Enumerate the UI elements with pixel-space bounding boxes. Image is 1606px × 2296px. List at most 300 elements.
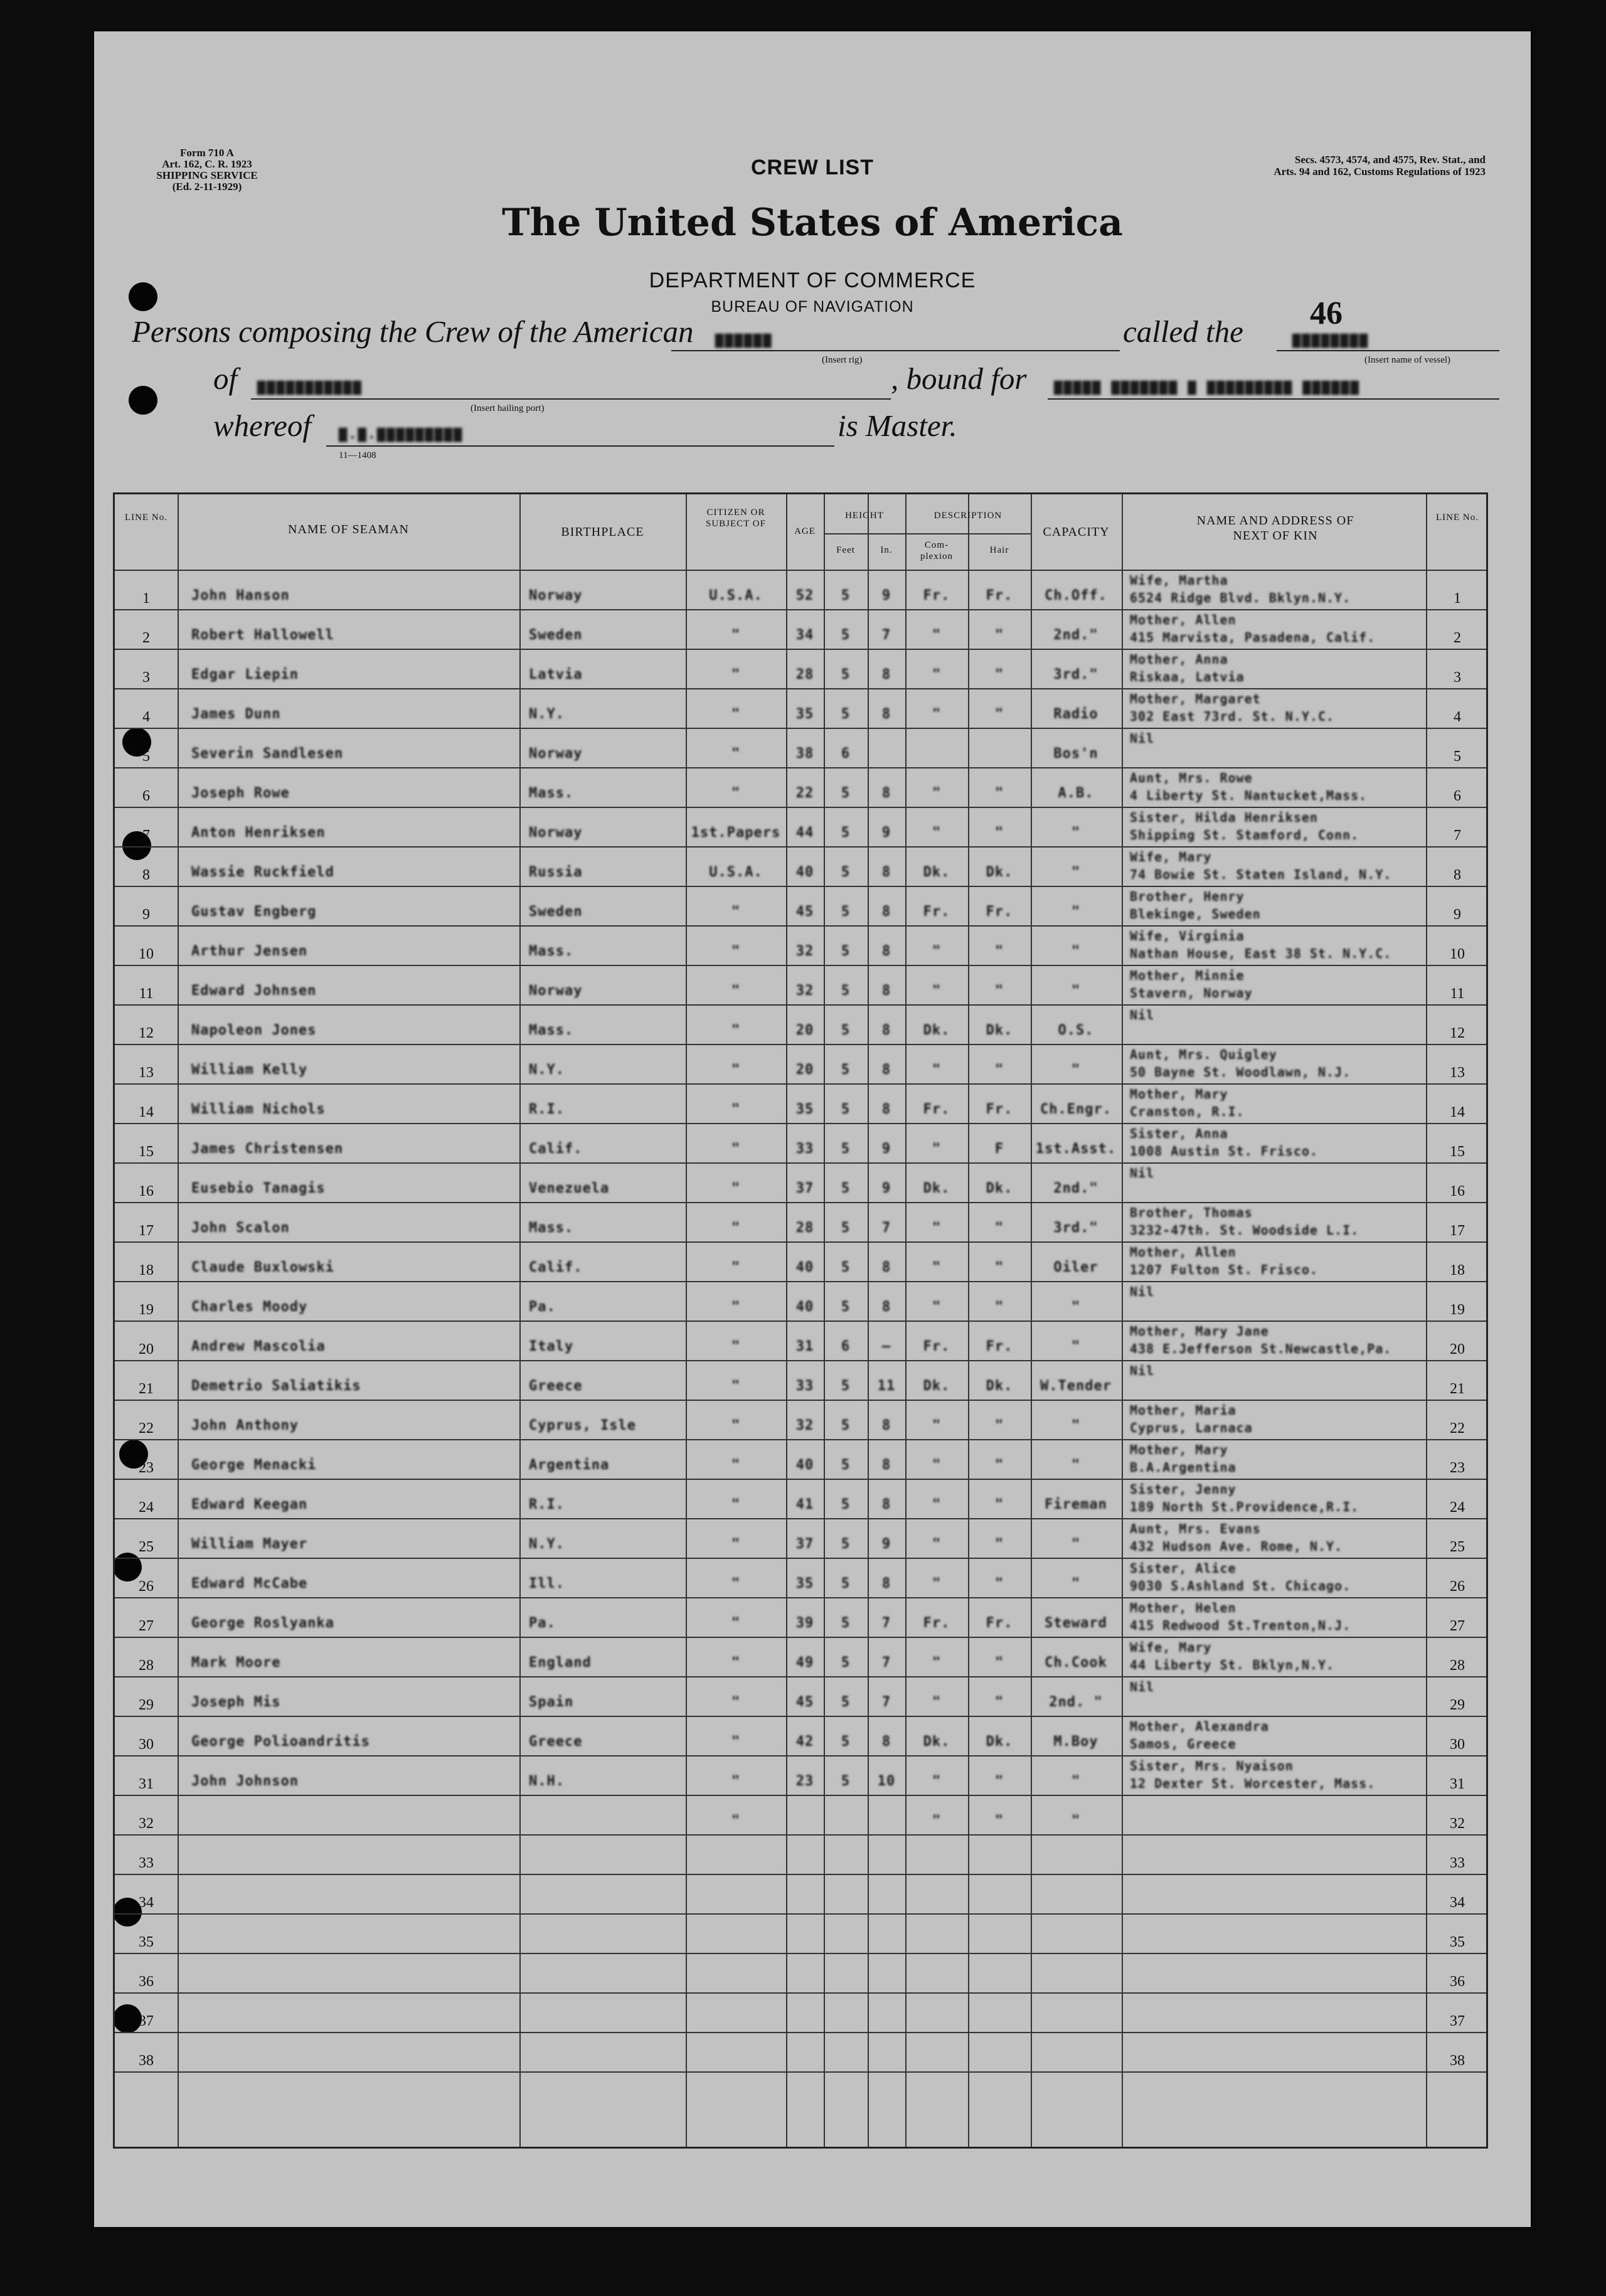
row-rule xyxy=(115,1953,1486,1954)
cell-age: 20 xyxy=(795,1023,814,1038)
row-rule xyxy=(115,1241,1486,1243)
cell-name: John Anthony xyxy=(191,1418,299,1433)
port-fill-line xyxy=(251,398,891,400)
header-name-of-seaman: NAME OF SEAMAN xyxy=(288,523,409,536)
page-number: 46 xyxy=(1310,295,1343,331)
cell-inches: 11 xyxy=(877,1378,896,1394)
cell-kin-name: Mother, Maria xyxy=(1130,1403,1236,1418)
cell-name: James Christensen xyxy=(191,1141,344,1157)
line-number-right: 27 xyxy=(1450,1618,1465,1634)
cell-feet: 6 xyxy=(841,1339,851,1354)
cell-age: 39 xyxy=(795,1615,814,1631)
cell-feet: 5 xyxy=(841,904,851,920)
line-number: 26 xyxy=(139,1578,154,1595)
cell-complexion: " xyxy=(932,785,942,801)
cell-age: 28 xyxy=(795,1220,814,1236)
cell-age: 40 xyxy=(795,1457,814,1473)
line-number-right: 6 xyxy=(1454,788,1461,804)
cell-inches: 8 xyxy=(881,1734,891,1750)
cell-hair: Fr. xyxy=(986,588,1013,603)
row-rule xyxy=(115,1281,1486,1282)
cell-citizen: " xyxy=(731,1734,741,1750)
destination-redacted: ▇▇▇▇▇ ▇▇▇▇▇▇▇ ▇ ▇▇▇▇▇▇▇▇▇ ▇▇▇▇▇▇ xyxy=(1054,380,1360,395)
cell-kin-address: 438 E.Jefferson St.Newcastle,Pa. xyxy=(1130,1341,1392,1356)
of-label: of xyxy=(213,361,238,396)
cell-kin-name: Wife, Virginia xyxy=(1130,928,1245,943)
cell-hair: Dk. xyxy=(986,1181,1013,1196)
cell-age: 31 xyxy=(795,1339,814,1354)
cell-citizen: " xyxy=(731,1418,741,1433)
cell-capacity: " xyxy=(1071,983,1081,999)
line-number-right: 12 xyxy=(1450,1025,1465,1041)
cell-complexion: " xyxy=(932,1536,942,1552)
cell-kin-address: Samos, Greece xyxy=(1130,1736,1236,1751)
cell-name: Robert Hallowell xyxy=(191,627,334,643)
cell-inches: 9 xyxy=(881,825,891,841)
statute-line: Arts. 94 and 162, Customs Regulations of 1923 xyxy=(1274,166,1486,178)
line-number-right: 5 xyxy=(1454,748,1461,765)
line-number-right: 18 xyxy=(1450,1262,1465,1278)
cell-complexion: " xyxy=(932,1694,942,1710)
line-number: 8 xyxy=(142,867,150,883)
cell-citizen: " xyxy=(731,706,741,722)
cell-complexion: " xyxy=(932,1497,942,1512)
cell-birthplace: Russia xyxy=(529,864,583,880)
cell-kin-name: Sister, Alice xyxy=(1130,1561,1236,1576)
cell-citizen: " xyxy=(731,1813,741,1829)
cell-citizen: " xyxy=(731,1615,741,1631)
row-rule xyxy=(115,1676,1486,1677)
cell-name: Wassie Ruckfield xyxy=(191,864,334,880)
line-number-right: 16 xyxy=(1450,1183,1465,1199)
cell-birthplace: Sweden xyxy=(529,904,583,920)
cell-birthplace: Pa. xyxy=(529,1615,556,1631)
cell-hair: " xyxy=(994,627,1004,643)
row-rule xyxy=(115,1874,1486,1875)
line-number: 4 xyxy=(142,709,150,725)
department-heading: DEPARTMENT OF COMMERCE xyxy=(649,268,976,292)
cell-feet: 5 xyxy=(841,1773,851,1789)
header-feet: Feet xyxy=(836,545,855,555)
line-number: 24 xyxy=(139,1499,154,1516)
cell-kin-name: Nil xyxy=(1130,1007,1155,1023)
cell-complexion: Fr. xyxy=(923,1615,950,1631)
cell-birthplace: Spain xyxy=(529,1694,574,1710)
cell-age: 35 xyxy=(795,1576,814,1592)
form-id-line: (Ed. 2-11-1929) xyxy=(172,181,242,193)
cell-hair: Dk. xyxy=(986,1023,1013,1038)
cell-complexion: Fr. xyxy=(923,1339,950,1354)
row-rule xyxy=(115,1123,1486,1124)
crew-of-american-label: Persons composing the Crew of the American xyxy=(132,314,694,349)
crew-table xyxy=(113,492,1488,2149)
cell-inches: 8 xyxy=(881,706,891,722)
cell-kin-name: Sister, Hilda Henriksen xyxy=(1130,810,1318,825)
cell-birthplace: Norway xyxy=(529,825,583,841)
cell-feet: 5 xyxy=(841,1260,851,1275)
row-rule xyxy=(115,2032,1486,2033)
cell-kin-address: 3232-47th. St. Woodside L.I. xyxy=(1130,1223,1359,1238)
line-number-right: 15 xyxy=(1450,1144,1465,1160)
cell-complexion: Dk. xyxy=(923,864,950,880)
cell-hair: Fr. xyxy=(986,904,1013,920)
cell-hair: " xyxy=(994,1418,1004,1433)
cell-hair: " xyxy=(994,667,1004,683)
cell-inches: 7 xyxy=(881,1220,891,1236)
cell-capacity: 1st.Asst. xyxy=(1035,1141,1117,1157)
row-rule xyxy=(115,886,1486,887)
cell-capacity: " xyxy=(1071,1813,1081,1829)
cell-name: Arthur Jensen xyxy=(191,943,308,959)
cell-complexion: " xyxy=(932,1062,942,1078)
cell-capacity: Radio xyxy=(1053,706,1098,722)
cell-inches: 10 xyxy=(877,1773,896,1789)
cell-hair: Fr. xyxy=(986,1102,1013,1117)
cell-kin-address: B.A.Argentina xyxy=(1130,1460,1236,1475)
cell-kin-name: Aunt, Mrs. Quigley xyxy=(1130,1047,1277,1062)
line-number: 14 xyxy=(139,1104,154,1120)
row-rule xyxy=(115,1321,1486,1322)
cell-feet: 5 xyxy=(841,1536,851,1552)
header-capacity: CAPACITY xyxy=(1043,525,1110,539)
cell-inches: 9 xyxy=(881,588,891,603)
cell-birthplace: Venezuela xyxy=(529,1181,610,1196)
cell-age: 28 xyxy=(795,667,814,683)
cell-hair: " xyxy=(994,1220,1004,1236)
cell-citizen: " xyxy=(731,785,741,801)
line-number-right: 10 xyxy=(1450,946,1465,962)
row-rule xyxy=(115,846,1486,848)
cell-complexion: " xyxy=(932,1813,942,1829)
line-number-right: 20 xyxy=(1450,1341,1465,1358)
cell-citizen: 1st.Papers xyxy=(691,825,781,841)
cell-name: William Mayer xyxy=(191,1536,308,1552)
rig-hint: (Insert rig) xyxy=(822,355,863,365)
cell-hair: Dk. xyxy=(986,864,1013,880)
line-number: 31 xyxy=(139,1776,154,1792)
cell-kin-name: Sister, Anna xyxy=(1130,1126,1228,1141)
cell-kin-address: 4 Liberty St. Nantucket,Mass. xyxy=(1130,788,1368,803)
header-bottom-rule xyxy=(115,570,1486,571)
line-number: 15 xyxy=(139,1144,154,1160)
cell-birthplace: England xyxy=(529,1655,592,1671)
cell-citizen: " xyxy=(731,1576,741,1592)
cell-name: Severin Sandlesen xyxy=(191,746,344,762)
vessel-name-redacted: ▇▇▇▇▇▇▇▇ xyxy=(1292,332,1369,348)
cell-inches: 8 xyxy=(881,1299,891,1315)
line-number: 33 xyxy=(139,1855,154,1871)
line-number-right: 38 xyxy=(1450,2053,1465,2069)
cell-citizen: " xyxy=(731,1773,741,1789)
line-number: 12 xyxy=(139,1025,154,1041)
line-number: 1 xyxy=(142,590,150,607)
hailing-port-redacted: ▇▇▇▇▇▇▇▇▇▇▇ xyxy=(257,380,363,395)
cell-hair: " xyxy=(994,1299,1004,1315)
line-number: 6 xyxy=(142,788,150,804)
cell-citizen: " xyxy=(731,1181,741,1196)
cell-age: 23 xyxy=(795,1773,814,1789)
row-rule xyxy=(115,1913,1486,1915)
line-number: 27 xyxy=(139,1618,154,1634)
line-number: 34 xyxy=(139,1895,154,1911)
cell-hair: " xyxy=(994,943,1004,959)
cell-age: 32 xyxy=(795,943,814,959)
form-code: 11—1408 xyxy=(339,450,376,460)
cell-inches: 8 xyxy=(881,1062,891,1078)
line-number-right: 8 xyxy=(1454,867,1461,883)
cell-kin-address: Shipping St. Stamford, Conn. xyxy=(1130,827,1359,842)
line-number-right: 35 xyxy=(1450,1934,1465,1950)
line-number-right: 26 xyxy=(1450,1578,1465,1595)
cell-birthplace: Argentina xyxy=(529,1457,610,1473)
cell-name: Edward McCabe xyxy=(191,1576,308,1592)
line-number: 17 xyxy=(139,1223,154,1239)
cell-kin-address: Cyprus, Larnaca xyxy=(1130,1420,1253,1435)
cell-capacity: " xyxy=(1071,1536,1081,1552)
row-rule xyxy=(115,767,1486,768)
cell-feet: 5 xyxy=(841,1497,851,1512)
cell-feet: 5 xyxy=(841,825,851,841)
row-rule xyxy=(115,925,1486,927)
cell-citizen: " xyxy=(731,1260,741,1275)
cell-age: 37 xyxy=(795,1181,814,1196)
cell-capacity: Ch.Cook xyxy=(1045,1655,1107,1671)
cell-feet: 5 xyxy=(841,943,851,959)
cell-feet: 5 xyxy=(841,785,851,801)
cell-feet: 6 xyxy=(841,746,851,762)
group-header-rule xyxy=(824,533,1031,534)
row-rule xyxy=(115,1637,1486,1638)
page-title: CREW LIST xyxy=(751,156,874,179)
cell-hair: " xyxy=(994,1457,1004,1473)
cell-feet: 5 xyxy=(841,1655,851,1671)
line-number-right: 1 xyxy=(1454,590,1461,607)
header-inches: In. xyxy=(880,545,893,555)
cell-birthplace: R.I. xyxy=(529,1497,565,1512)
header-complexion: Com- plexion xyxy=(920,540,953,561)
cell-complexion: " xyxy=(932,1299,942,1315)
cell-capacity: Ch.Off. xyxy=(1045,588,1107,603)
cell-citizen: U.S.A. xyxy=(709,588,763,603)
cell-inches: 8 xyxy=(881,943,891,959)
cell-capacity: " xyxy=(1071,1418,1081,1433)
cell-birthplace: N.H. xyxy=(529,1773,565,1789)
cell-name: John Scalon xyxy=(191,1220,290,1236)
line-number-right: 32 xyxy=(1450,1815,1465,1832)
cell-capacity: W.Tender xyxy=(1040,1378,1112,1394)
cell-kin-name: Wife, Mary xyxy=(1130,849,1212,864)
cell-inches: 9 xyxy=(881,1141,891,1157)
cell-kin-name: Mother, Minnie xyxy=(1130,968,1245,983)
cell-citizen: " xyxy=(731,1339,741,1354)
cell-capacity: Ch.Engr. xyxy=(1040,1102,1112,1117)
cell-birthplace: R.I. xyxy=(529,1102,565,1117)
line-number: 7 xyxy=(142,827,150,844)
cell-birthplace: Greece xyxy=(529,1734,583,1750)
whereof-label: whereof xyxy=(213,408,312,443)
cell-age: 38 xyxy=(795,746,814,762)
cell-capacity: O.S. xyxy=(1058,1023,1094,1038)
cell-age: 35 xyxy=(795,706,814,722)
cell-kin-address: 12 Dexter St. Worcester, Mass. xyxy=(1130,1776,1376,1791)
cell-birthplace: Norway xyxy=(529,983,583,999)
line-number-right: 21 xyxy=(1450,1381,1465,1397)
cell-birthplace: Mass. xyxy=(529,1023,574,1038)
cell-capacity: " xyxy=(1071,825,1081,841)
cell-kin-address: Cranston, R.I. xyxy=(1130,1104,1245,1119)
cell-feet: 5 xyxy=(841,1615,851,1631)
cell-inches: 8 xyxy=(881,667,891,683)
cell-complexion: " xyxy=(932,667,942,683)
cell-birthplace: Cyprus, Isle xyxy=(529,1418,636,1433)
row-rule xyxy=(115,807,1486,808)
cell-inches: 8 xyxy=(881,864,891,880)
cell-kin-address: 6524 Ridge Blvd. Bklyn.N.Y. xyxy=(1130,590,1351,605)
line-number: 25 xyxy=(139,1539,154,1555)
cell-citizen: " xyxy=(731,983,741,999)
cell-capacity: M.Boy xyxy=(1053,1734,1098,1750)
cell-birthplace: Latvia xyxy=(529,667,583,683)
cell-kin-name: Mother, Anna xyxy=(1130,652,1228,667)
line-number: 21 xyxy=(139,1381,154,1397)
line-number: 2 xyxy=(142,630,150,646)
cell-age: 45 xyxy=(795,1694,814,1710)
cell-hair: " xyxy=(994,1655,1004,1671)
cell-inches: 8 xyxy=(881,983,891,999)
cell-birthplace: Italy xyxy=(529,1339,574,1354)
line-number-right: 17 xyxy=(1450,1223,1465,1239)
line-number: 9 xyxy=(142,906,150,923)
cell-kin-address: 415 Redwood St.Trenton,N.J. xyxy=(1130,1618,1351,1633)
bound-for-label: , bound for xyxy=(891,361,1027,396)
line-number: 19 xyxy=(139,1302,154,1318)
cell-birthplace: N.Y. xyxy=(529,1536,565,1552)
cell-complexion: " xyxy=(932,1457,942,1473)
called-the-label: called the xyxy=(1123,314,1243,349)
row-rule xyxy=(115,649,1486,650)
line-number: 32 xyxy=(139,1815,154,1832)
cell-hair: " xyxy=(994,1813,1004,1829)
cell-complexion: Dk. xyxy=(923,1378,950,1394)
cell-kin-address: 189 North St.Providence,R.I. xyxy=(1130,1499,1359,1514)
header-line-no-right: LINE No. xyxy=(1436,513,1479,523)
cell-name: Edward Keegan xyxy=(191,1497,308,1512)
nation-heading: The United States of America xyxy=(501,201,1124,245)
cell-birthplace: Sweden xyxy=(529,627,583,643)
cell-feet: 5 xyxy=(841,1141,851,1157)
row-rule xyxy=(115,1202,1486,1203)
cell-citizen: " xyxy=(731,1102,741,1117)
cell-kin-name: Mother, Mary xyxy=(1130,1442,1228,1457)
cell-feet: 5 xyxy=(841,1062,851,1078)
cell-hair: " xyxy=(994,706,1004,722)
cell-complexion: Fr. xyxy=(923,1102,950,1117)
cell-birthplace: N.Y. xyxy=(529,706,565,722)
line-number-right: 4 xyxy=(1454,709,1461,725)
line-number-right: 2 xyxy=(1454,630,1461,646)
row-rule xyxy=(115,1518,1486,1519)
form-id-line: SHIPPING SERVICE xyxy=(156,169,258,181)
cell-birthplace: Mass. xyxy=(529,943,574,959)
cell-name: Mark Moore xyxy=(191,1655,281,1671)
cell-kin-name: Nil xyxy=(1130,731,1155,746)
line-number: 10 xyxy=(139,946,154,962)
header-height: HEIGHT xyxy=(845,511,884,521)
cell-inches: 7 xyxy=(881,1655,891,1671)
header-birthplace: BIRTHPLACE xyxy=(561,525,644,539)
cell-inches: 8 xyxy=(881,1260,891,1275)
cell-capacity: 2nd. " xyxy=(1049,1694,1103,1710)
row-rule xyxy=(115,1834,1486,1836)
cell-kin-name: Aunt, Mrs. Evans xyxy=(1130,1521,1261,1536)
cell-citizen: " xyxy=(731,1694,741,1710)
cell-kin-address: 1008 Austin St. Frisco. xyxy=(1130,1144,1318,1159)
cell-complexion: Dk. xyxy=(923,1181,950,1196)
row-rule xyxy=(115,688,1486,689)
line-number-right: 34 xyxy=(1450,1895,1465,1911)
cell-birthplace: Calif. xyxy=(529,1260,583,1275)
cell-kin-name: Sister, Jenny xyxy=(1130,1482,1236,1497)
cell-name: Anton Henriksen xyxy=(191,825,326,841)
cell-inches: — xyxy=(881,1339,891,1354)
row-rule xyxy=(115,1360,1486,1361)
cell-feet: 5 xyxy=(841,1694,851,1710)
vessel-hint: (Insert name of vessel) xyxy=(1364,355,1451,365)
row-rule xyxy=(115,2071,1486,2073)
cell-citizen: " xyxy=(731,627,741,643)
header-age: AGE xyxy=(794,526,816,536)
cell-capacity: " xyxy=(1071,864,1081,880)
row-rule xyxy=(115,728,1486,729)
cell-hair: " xyxy=(994,1260,1004,1275)
cell-kin-name: Mother, Mary xyxy=(1130,1087,1228,1102)
cell-capacity: A.B. xyxy=(1058,785,1094,801)
cell-feet: 5 xyxy=(841,706,851,722)
line-number: 38 xyxy=(139,2053,154,2069)
line-number: 5 xyxy=(142,748,150,765)
header-next-of-kin: NAME AND ADDRESS OF NEXT OF KIN xyxy=(1196,514,1354,543)
cell-name: Napoleon Jones xyxy=(191,1023,317,1038)
header-line-no: LINE No. xyxy=(125,513,168,523)
cell-kin-address: 9030 S.Ashland St. Chicago. xyxy=(1130,1578,1351,1593)
row-rule xyxy=(115,1597,1486,1598)
cell-feet: 5 xyxy=(841,1181,851,1196)
cell-complexion: Fr. xyxy=(923,904,950,920)
line-number-right: 22 xyxy=(1450,1420,1465,1437)
cell-name: George Roslyanka xyxy=(191,1615,334,1631)
cell-capacity: Fireman xyxy=(1045,1497,1107,1512)
line-number-right: 30 xyxy=(1450,1736,1465,1753)
row-rule xyxy=(115,965,1486,966)
is-master-label: is Master. xyxy=(838,408,957,443)
cell-complexion: Dk. xyxy=(923,1734,950,1750)
cell-birthplace: Mass. xyxy=(529,1220,574,1236)
cell-citizen: " xyxy=(731,904,741,920)
cell-kin-name: Sister, Mrs. Nyaison xyxy=(1130,1758,1294,1773)
cell-inches: 7 xyxy=(881,1694,891,1710)
cell-citizen: " xyxy=(731,1023,741,1038)
cell-age: 40 xyxy=(795,1299,814,1315)
cell-age: 32 xyxy=(795,983,814,999)
header-description: DESCRIPTION xyxy=(933,511,1002,521)
cell-name: John Johnson xyxy=(191,1773,299,1789)
line-number-right: 24 xyxy=(1450,1499,1465,1516)
cell-kin-name: Mother, Allen xyxy=(1130,612,1236,627)
port-hint: (Insert hailing port) xyxy=(471,403,545,413)
line-number: 16 xyxy=(139,1183,154,1199)
cell-complexion: " xyxy=(932,706,942,722)
cell-kin-address: Blekinge, Sweden xyxy=(1130,906,1261,922)
